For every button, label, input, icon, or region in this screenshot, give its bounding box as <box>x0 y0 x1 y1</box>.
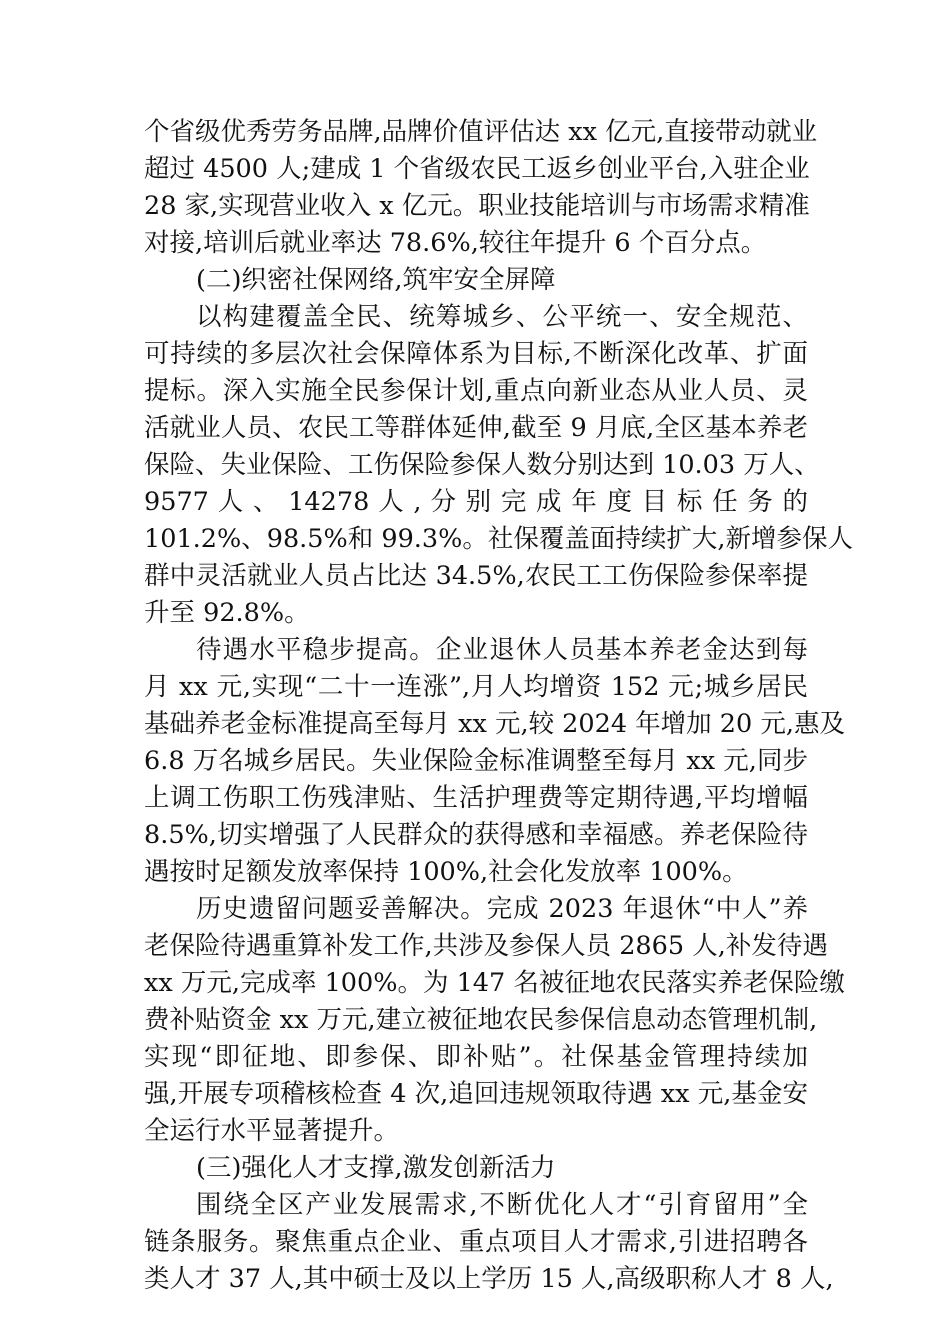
body-line: 提标。深入实施全民参保计划,重点向新业态从业人员、灵 <box>144 376 808 406</box>
document-page <box>144 114 853 1298</box>
body-line: 对接,培训后就业率达 78.6%,较往年提升 6 个百分点。 <box>144 228 767 258</box>
body-line: 全运行水平显著提升。 <box>144 1116 400 1146</box>
body-line: 超过 4500 人;建成 1 个省级农民工返乡创业平台,入驻企业 <box>144 154 810 184</box>
paragraph-first-line: 以构建覆盖全民、统筹城乡、公平统一、安全规范、 <box>196 302 808 332</box>
body-line: 群中灵活就业人员占比达 34.5%,农民工工伤保险参保率提 <box>144 561 808 591</box>
body-line: 月 xx 元,实现“二十一连涨”,月人均增资 152 元;城乡居民 <box>144 672 808 702</box>
body-line: 实现“即征地、即参保、即补贴”。社保基金管理持续加 <box>144 1042 808 1072</box>
body-line: xx 万元,完成率 100%。为 147 名被征地农民落实养老保险缴 <box>144 968 845 998</box>
paragraph-first-line: 待遇水平稳步提高。企业退休人员基本养老金达到每 <box>196 635 808 665</box>
body-line: 强,开展专项稽核检查 4 次,追回违规领取待遇 xx 元,基金安 <box>144 1079 808 1109</box>
body-line: 类人才 37 人,其中硕士及以上学历 15 人,高级职称人才 8 人, <box>144 1264 834 1294</box>
body-line: 上调工伤职工伤残津贴、生活护理费等定期待遇,平均增幅 <box>144 783 808 813</box>
body-line: 8.5%,切实增强了人民群众的获得感和幸福感。养老保险待 <box>144 820 808 850</box>
body-line: 费补贴资金 xx 万元,建立被征地农民参保信息动态管理机制, <box>144 1005 818 1035</box>
body-line: 6.8 万名城乡居民。失业保险金标准调整至每月 xx 元,同步 <box>144 746 808 776</box>
body-line: 遇按时足额发放率保持 100%,社会化发放率 100%。 <box>144 857 748 887</box>
body-line: 可持续的多层次社会保障体系为目标,不断深化改革、扩面 <box>144 339 808 369</box>
body-line: 基础养老金标准提高至每月 xx 元,较 2024 年增加 20 元,惠及 <box>144 709 845 739</box>
body-line: 活就业人员、农民工等群体延伸,截至 9 月底,全区基本养老 <box>144 413 808 443</box>
paragraph-first-line: 围绕全区产业发展需求,不断优化人才“引育留用”全 <box>196 1190 808 1220</box>
paragraph-first-line: 历史遗留问题妥善解决。完成 2023 年退休“中人”养 <box>196 894 808 924</box>
body-line: 老保险待遇重算补发工作,共涉及参保人员 2865 人,补发待遇 <box>144 931 828 961</box>
body-line: 保险、失业保险、工伤保险参保人数分别达到 10.03 万人、 <box>144 450 820 480</box>
section-heading: (三)强化人才支撑,激发创新活力 <box>196 1153 556 1183</box>
body-line: 101.2%、98.5%和 99.3%。社保覆盖面持续扩大,新增参保人 <box>144 524 853 554</box>
body-line: 9577 人 、 14278 人 , 分 别 完 成 年 度 目 标 任 务 的 <box>144 487 808 517</box>
body-line: 链条服务。聚焦重点企业、重点项目人才需求,引进招聘各 <box>144 1227 808 1257</box>
body-line: 升至 92.8%。 <box>144 598 310 628</box>
body-line: 28 家,实现营业收入 x 亿元。职业技能培训与市场需求精准 <box>144 191 810 221</box>
body-line: 个省级优秀劳务品牌,品牌价值评估达 xx 亿元,直接带动就业 <box>144 117 818 147</box>
section-heading: (二)织密社保网络,筑牢安全屏障 <box>196 265 556 295</box>
